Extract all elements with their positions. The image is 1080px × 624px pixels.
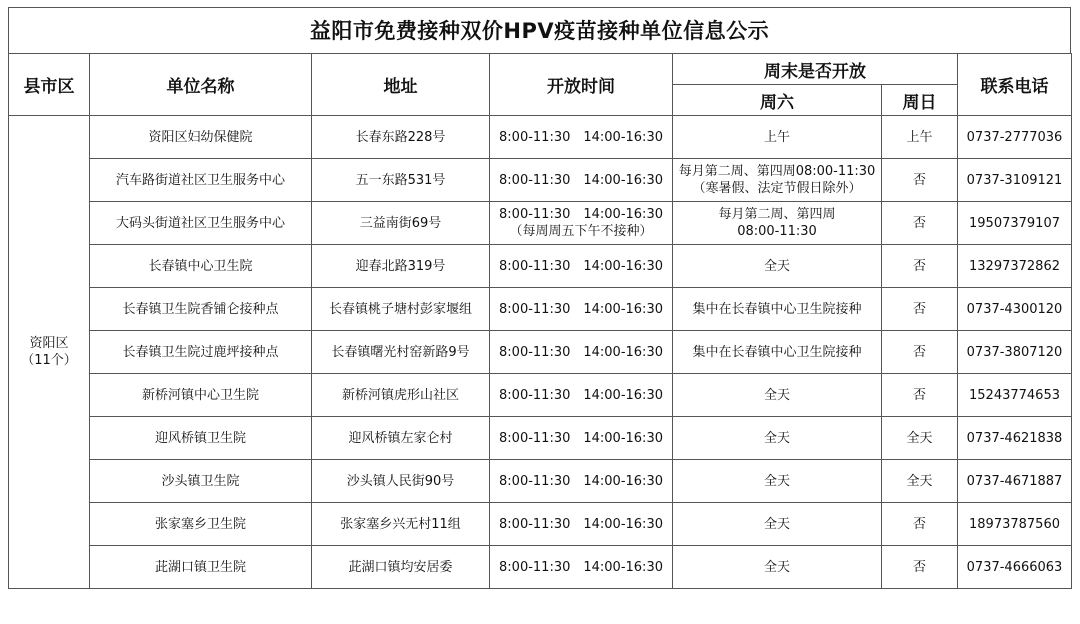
open-hours-cell	[490, 460, 673, 503]
table-row	[9, 116, 1072, 159]
saturday-cell	[673, 460, 882, 503]
saturday-cell	[673, 202, 882, 245]
table-row	[9, 374, 1072, 417]
address-cell: 五一东路531号	[312, 159, 490, 202]
saturday-cell-line: 每月第二周、第四周08:00-11:30	[678, 164, 876, 179]
table-row	[9, 202, 1072, 245]
saturday-cell-line: 全天	[763, 516, 790, 532]
phone-cell: 0737-2777036	[958, 116, 1072, 159]
vaccination-units-table	[8, 53, 1072, 589]
saturday-cell-line: 全天	[763, 473, 790, 489]
phone-cell: 0737-4666063	[958, 546, 1072, 589]
table-row	[9, 460, 1072, 503]
saturday-cell-line: 全天	[763, 387, 790, 403]
table-row	[9, 417, 1072, 460]
header-sunday: 周日	[882, 85, 958, 116]
sunday-cell: 上午	[882, 116, 958, 159]
sunday-cell: 否	[882, 202, 958, 245]
table-row	[9, 331, 1072, 374]
unit-name-cell: 长春镇中心卫生院	[90, 245, 312, 288]
page-title: 益阳市免费接种双价HPV疫苗接种单位信息公示	[8, 7, 1071, 53]
sunday-cell: 全天	[882, 417, 958, 460]
saturday-cell-line: 每月第二周、第四周	[718, 207, 836, 222]
address-cell: 茈湖口镇均安居委	[312, 546, 490, 589]
open-hours-cell	[490, 546, 673, 589]
address-cell: 长春镇桃子塘村彭家堰组	[312, 288, 490, 331]
address-cell: 长春镇曙光村窑新路9号	[312, 331, 490, 374]
open-hours-cell	[490, 159, 673, 202]
county-name: 资阳区	[29, 336, 69, 351]
saturday-cell	[673, 245, 882, 288]
address-cell: 张家塞乡兴无村11组	[312, 503, 490, 546]
table-row	[9, 159, 1072, 202]
open-hours-cell-line: 8:00-11:30 14:00-16:30	[499, 258, 663, 274]
unit-name-cell: 张家塞乡卫生院	[90, 503, 312, 546]
header-unit-name: 单位名称	[90, 54, 312, 116]
header-address: 地址	[312, 54, 490, 116]
sunday-cell: 否	[882, 245, 958, 288]
unit-name-cell: 长春镇卫生院过鹿坪接种点	[90, 331, 312, 374]
saturday-cell	[673, 116, 882, 159]
header-row-top	[9, 54, 1072, 85]
open-hours-cell	[490, 503, 673, 546]
table-row	[9, 546, 1072, 589]
open-hours-cell-line: 8:00-11:30 14:00-16:30	[499, 387, 663, 403]
open-hours-cell-line: 8:00-11:30 14:00-16:30	[499, 129, 663, 145]
open-hours-cell	[490, 374, 673, 417]
open-hours-cell	[490, 417, 673, 460]
table-body	[9, 116, 1072, 589]
address-cell: 迎风桥镇左家仑村	[312, 417, 490, 460]
open-hours-cell-line: 8:00-11:30 14:00-16:30	[499, 559, 663, 575]
phone-cell: 18973787560	[958, 503, 1072, 546]
sunday-cell: 全天	[882, 460, 958, 503]
saturday-cell	[673, 159, 882, 202]
header-county: 县市区	[9, 54, 90, 116]
phone-cell: 0737-4621838	[958, 417, 1072, 460]
unit-name-cell: 资阳区妇幼保健院	[90, 116, 312, 159]
open-hours-cell-line: （每周周五下午不接种）	[509, 224, 653, 239]
address-cell: 迎春北路319号	[312, 245, 490, 288]
saturday-cell-line: 全天	[763, 258, 790, 274]
header-weekend-open: 周末是否开放	[673, 54, 958, 85]
open-hours-cell	[490, 288, 673, 331]
phone-cell: 0737-3807120	[958, 331, 1072, 374]
unit-name-cell: 长春镇卫生院香铺仑接种点	[90, 288, 312, 331]
open-hours-cell	[490, 202, 673, 245]
header-open-hours: 开放时间	[490, 54, 673, 116]
saturday-cell-line: 08:00-11:30	[737, 224, 817, 239]
phone-cell: 15243774653	[958, 374, 1072, 417]
county-count: （11个）	[21, 353, 77, 368]
unit-name-cell: 汽车路街道社区卫生服务中心	[90, 159, 312, 202]
saturday-cell	[673, 417, 882, 460]
phone-cell: 13297372862	[958, 245, 1072, 288]
saturday-cell-line: 集中在长春镇中心卫生院接种	[692, 344, 862, 360]
sunday-cell: 否	[882, 159, 958, 202]
county-cell	[9, 116, 90, 589]
unit-name-cell: 迎风桥镇卫生院	[90, 417, 312, 460]
phone-cell: 19507379107	[958, 202, 1072, 245]
sunday-cell: 否	[882, 331, 958, 374]
open-hours-cell-line: 8:00-11:30 14:00-16:30	[499, 344, 663, 360]
saturday-cell	[673, 331, 882, 374]
saturday-cell-line: 集中在长春镇中心卫生院接种	[692, 301, 862, 317]
table-row	[9, 503, 1072, 546]
unit-name-cell: 新桥河镇中心卫生院	[90, 374, 312, 417]
phone-cell: 0737-3109121	[958, 159, 1072, 202]
header-phone: 联系电话	[958, 54, 1072, 116]
saturday-cell-line: 上午	[763, 129, 790, 145]
open-hours-cell	[490, 331, 673, 374]
table-row	[9, 245, 1072, 288]
saturday-cell	[673, 503, 882, 546]
address-cell: 三益南街69号	[312, 202, 490, 245]
open-hours-cell-line: 8:00-11:30 14:00-16:30	[499, 301, 663, 317]
sunday-cell: 否	[882, 503, 958, 546]
open-hours-cell	[490, 245, 673, 288]
phone-cell: 0737-4671887	[958, 460, 1072, 503]
sunday-cell: 否	[882, 374, 958, 417]
open-hours-cell	[490, 116, 673, 159]
address-cell: 长春东路228号	[312, 116, 490, 159]
saturday-cell-line: 全天	[763, 559, 790, 575]
saturday-cell-line: （寒暑假、法定节假日除外）	[692, 181, 862, 196]
header-saturday: 周六	[673, 85, 882, 116]
unit-name-cell: 大码头街道社区卫生服务中心	[90, 202, 312, 245]
open-hours-cell-line: 8:00-11:30 14:00-16:30	[499, 207, 663, 222]
table-row	[9, 288, 1072, 331]
address-cell: 沙头镇人民街90号	[312, 460, 490, 503]
open-hours-cell-line: 8:00-11:30 14:00-16:30	[499, 516, 663, 532]
sunday-cell: 否	[882, 546, 958, 589]
open-hours-cell-line: 8:00-11:30 14:00-16:30	[499, 473, 663, 489]
phone-cell: 0737-4300120	[958, 288, 1072, 331]
saturday-cell	[673, 374, 882, 417]
open-hours-cell-line: 8:00-11:30 14:00-16:30	[499, 172, 663, 188]
unit-name-cell: 茈湖口镇卫生院	[90, 546, 312, 589]
saturday-cell-line: 全天	[763, 430, 790, 446]
saturday-cell	[673, 288, 882, 331]
address-cell: 新桥河镇虎形山社区	[312, 374, 490, 417]
open-hours-cell-line: 8:00-11:30 14:00-16:30	[499, 430, 663, 446]
saturday-cell	[673, 546, 882, 589]
unit-name-cell: 沙头镇卫生院	[90, 460, 312, 503]
sunday-cell: 否	[882, 288, 958, 331]
